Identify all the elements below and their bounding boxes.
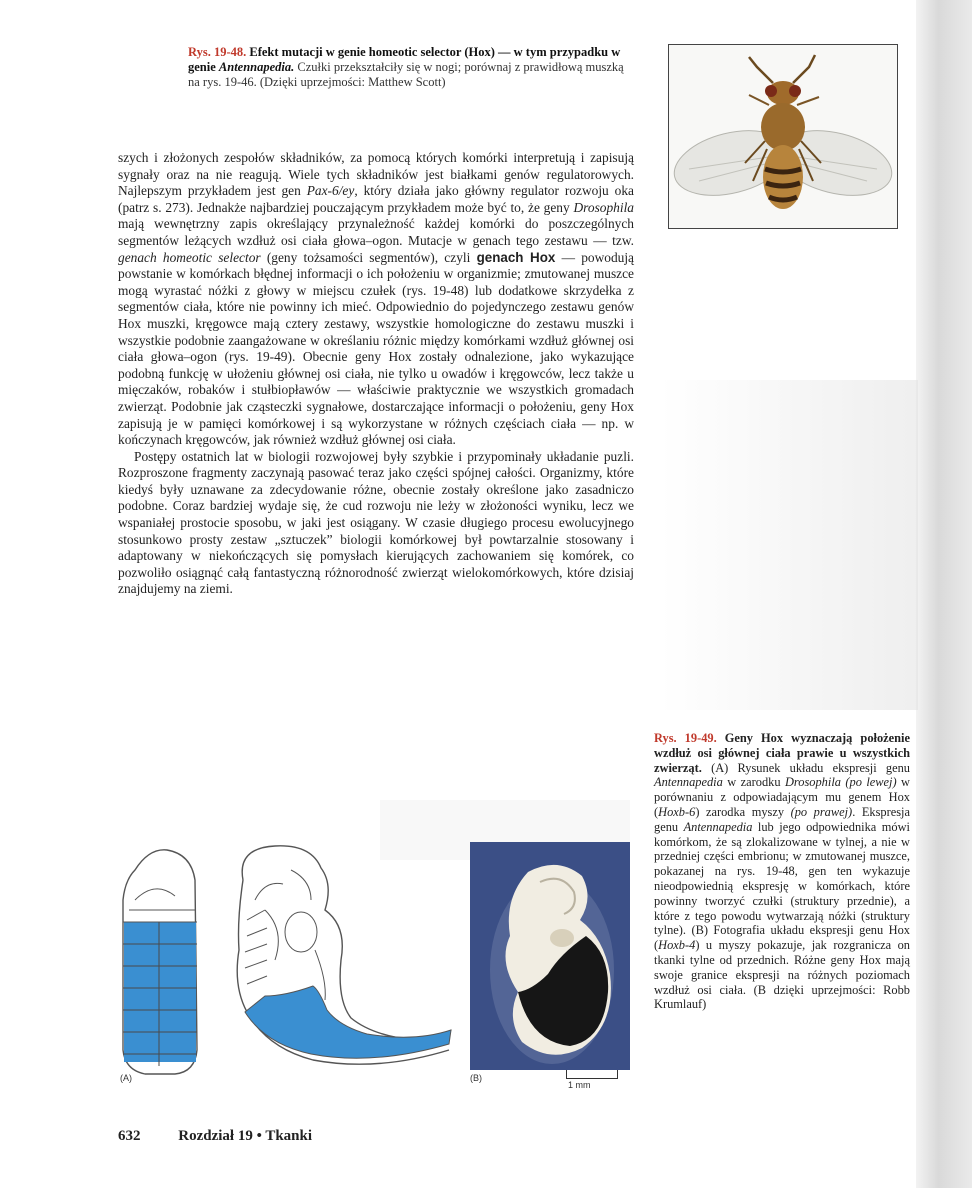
mutant-fly-photo: [668, 44, 898, 229]
figure-19-49-caption: Rys. 19-49. Geny Hox wyznaczają położenie wzdłuż osi głównej ciała prawie u wszystkich zwierząt. (A) Rysunek układu ekspresji genu Antennapedia w zarodku Drosophila (po lewej) w porównaniu z odpowiadającym mu genem Hox (Hoxb-6) zarodka myszy (po prawej). Ekspresja genu Antennapedia lub jego odpowiednika mówi komórkom, że są zlokalizowane w tylnej, a nie w przedniej części embrionu; w zmutowanej muszce, pokazanej na rys. 19-48, gen ten wykazuje nieodpowiednią ekspresję w komórkach, które powinny tworzyć czułki (struktury przednie), a które z tego powodu wytwarzają nóżki (struktury tylne). (B) Fotografia układu ekspresji genu Hox (Hoxb-4) u myszy pokazuje, jak rozgranicza on tkanki tylne od przednich. Różne geny Hox mają swoje granice ekspresji na różnych poziomach wzdłuż osi ciała. (B dzięki uprzejmości: Robb Krumlauf): [654, 731, 911, 1012]
page-edge-shadow: [916, 0, 972, 1188]
figure-title: Efekt mutacji w genie homeotic selector (Hox) — w tym przypadku w genie Antennapedia.: [188, 45, 621, 74]
page-number: 632: [118, 1128, 141, 1144]
scale-bar-label: 1 mm: [568, 1080, 591, 1090]
chapter-label: Rozdział 19: [178, 1128, 253, 1144]
page-footer: [118, 1128, 312, 1145]
figure-caption-body: Czułki przekształciły się w nogi; porównaj z prawidłową muszką na rys. 19-46. (Dzięki uprzejmości: Matthew Scott): [188, 60, 624, 89]
figure-19-48-caption: [188, 45, 638, 90]
figure-b-embryo-photo: [470, 842, 630, 1072]
main-body-text: [118, 150, 634, 598]
section-label: Tkanki: [265, 1128, 313, 1144]
figure-title: Geny Hox wyznaczają położenie wzdłuż osi głównej ciała prawie u wszystkich zwierząt.: [654, 731, 910, 775]
paragraph-2: Postępy ostatnich lat w biologii rozwojowej były szybkie i przypominały układanie puzli. Rozproszone fragmenty zaczynają pasować teraz jako części spójnej całości. Organizmy, które kiedyś były uznawane za zdecydowanie różne, obecnie zostały określone jako zasadniczo podobne. Coraz bardziej wydaje się, że cud rozwoju nie leży w złożoności wyniku, lecz we wspaniałej prostocie sposobu, w jaki jest osiągany. W czasie długiego procesu ewolucyjnego stosunkowo prosty zestaw „sztuczek” biologii komórkowej był powtarzalnie stosowany i adaptowany w niekończących się pomysłach kierujących zachowaniem się komórek, co pozwoliło osiągnąć całą fantastyczną różnorodność zwierząt wielokomórkowych, które dzisiaj znajdujemy na ziemi.: [118, 448, 634, 597]
scale-bar: [566, 1070, 618, 1079]
paragraph-1: szych i złożonych zespołów składników, za pomocą których komórki interpretują i zapisują sygnały oraz na nie reagują. Wiele tych składników jest białkami genów regulatorowych. Najlepszym przykładem jest gen Pax-6/ey, który działa jako główny regulator rozwoju oka (patrz s. 273). Jednakże najbardziej pouczającym przykładem może być to, że geny Drosophila mają wewnętrzny zapis określający przynależność każdej komórki do poszczególnych segmentów leżących wzdłuż osi ciała głowa–ogon. Mutacje w genach tego zestawu — tzw. genach homeotic selector (geny tożsamości segmentów), czyli genach Hox — powodują powstanie w komórkach błędnej informacji o ich położeniu w organizmie; zmutowanej muszce mogą wyrastać nóżki z głowy w miejscu czułek (rys. 19-48) lub dodatkowe skrzydełka z segmentów ciała, które nie powinny ich mieć. Odpowiednio do pojedynczego zestawu genów Hox muszki, kręgowce mają cztery zestawy, wszystkie homologiczne do zestawu muszki i wszystkie podobnie zaangażowane w określaniu różnic między komórkami wzdłuż głównej osi ciała głowa–ogon (rys. 19-49). Obecnie geny Hox zostały odnalezione, jako wykazujące podobną funkcję w ułożeniu głównej osi ciała, nie tylko u owadów i kręgowców, lecz także u mięczaków, robaków i stułbiopławów — właściwie praktycznie we wszystkich gromadach zwierząt. Podobnie jak cząsteczki sygnałowe, dostarczające informacji o położeniu, geny Hox zapisują je w pamięci komórkowej i są wykorzystane w różnych częściach ciała — np. w kończynach kręgowców, jak również wzdłuż głównej osi ciała.: [118, 150, 634, 448]
figure-a-embryo-drawings: [115, 840, 465, 1080]
figure-number: Rys. 19-49.: [654, 731, 717, 745]
figure-number: Rys. 19-48.: [188, 45, 247, 59]
footer-bullet: •: [256, 1128, 262, 1144]
bleed-through-area: [660, 380, 918, 710]
panel-label-a: (A): [120, 1073, 132, 1083]
panel-label-b: (B): [470, 1073, 482, 1083]
